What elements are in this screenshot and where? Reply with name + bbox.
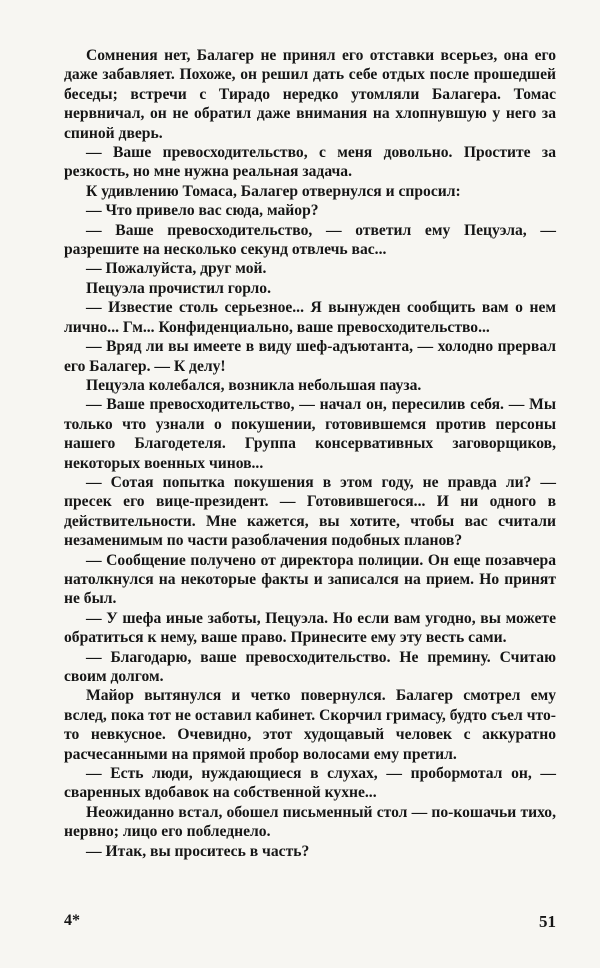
body-text: [64, 46, 556, 861]
paragraph: — Итак, вы проситесь в часть?: [86, 842, 310, 860]
page-number: 51: [539, 912, 556, 931]
paragraph: — Вряд ли вы имеете в виду шеф-адъютанта, — холодно прервал его Балагер. — К делу!: [64, 338, 556, 375]
paragraph: Пецуэла колебался, возникла небольшая пауза.: [86, 376, 422, 394]
paragraph: К удивлению Томаса, Балагер отвернулся и спросил:: [86, 182, 461, 200]
paragraph: Пецуэла прочистил горло.: [86, 279, 271, 297]
paragraph: — Пожалуйста, друг мой.: [86, 260, 267, 278]
paragraph: Неожиданно встал, обошел письменный стол — по-кошачьи тихо, нервно; лицо его побледнело.: [64, 803, 556, 841]
paragraph: — Ваше превосходительство, с меня довольно. Простите за резкость, но мне нужна реальная задача.: [64, 144, 556, 181]
paragraph: — Известие столь серьезное... Я вынужден сообщить вам о нем лично... Гм... Конфиденциально, ваше превосходительство...: [64, 299, 556, 336]
paragraph: — Благодарю, ваше превосходительство. Не премину. Считаю своим долгом.: [64, 648, 556, 685]
paragraph: — Есть люди, нуждающиеся в слухах, — пробормотал он, — сваренных вдобавок на собственной кухне...: [64, 765, 556, 802]
paragraph: — Что привело вас сюда, майор?: [86, 202, 319, 220]
paragraph: — У шефа иные заботы, Пецуэла. Но если вам угодно, вы можете обратиться к нему, ваше право. Принесите ему эту весть сами.: [64, 609, 556, 647]
paragraph: Майор вытянулся и четко повернулся. Балагер смотрел ему вслед, пока тот не оставил кабинет. Скорчил гримасу, будто съел что-то невкусное. Очевидно, этот худощавый человек с аккуратно расчесанными на прямой пробор волосами ему претил.: [64, 687, 556, 763]
signature-mark: 4*: [64, 912, 80, 929]
paragraph: — Сотая попытка покушения в этом году, не правда ли? — пресек его вице-президент. — Готовившегося... И ни одного в действительности. Мне кажется, вы хотите, чтобы вас считали незаменимым по части разоблачения подобных планов?: [64, 473, 556, 550]
paragraph: — Сообщение получено от директора полиции. Он еще позавчера натолкнулся на некоторые факты и записался на прием. Но принят не был.: [64, 551, 556, 608]
paragraph: — Ваше превосходительство, — ответил ему Пецуэла, — разрешите на несколько секунд отвлечь вас...: [64, 221, 556, 259]
paragraph: Сомнения нет, Балагер не принял его отставки всерьез, она его даже забавляет. Похоже, он решил дать себе отдых после прошедшей беседы; встречи с Тирадо нередко утомляли Балагера. Томас нервничал, он не обратил даже внимания на хлопнувшую у него за спиной дверь.: [64, 47, 556, 142]
paragraph: — Ваше превосходительство, — начал он, пересилив себя. — Мы только что узнали о покушении, готовившемся против персоны нашего Благодетеля. Группа консервативных заговорщиков, некоторых военных чинов...: [64, 396, 556, 472]
